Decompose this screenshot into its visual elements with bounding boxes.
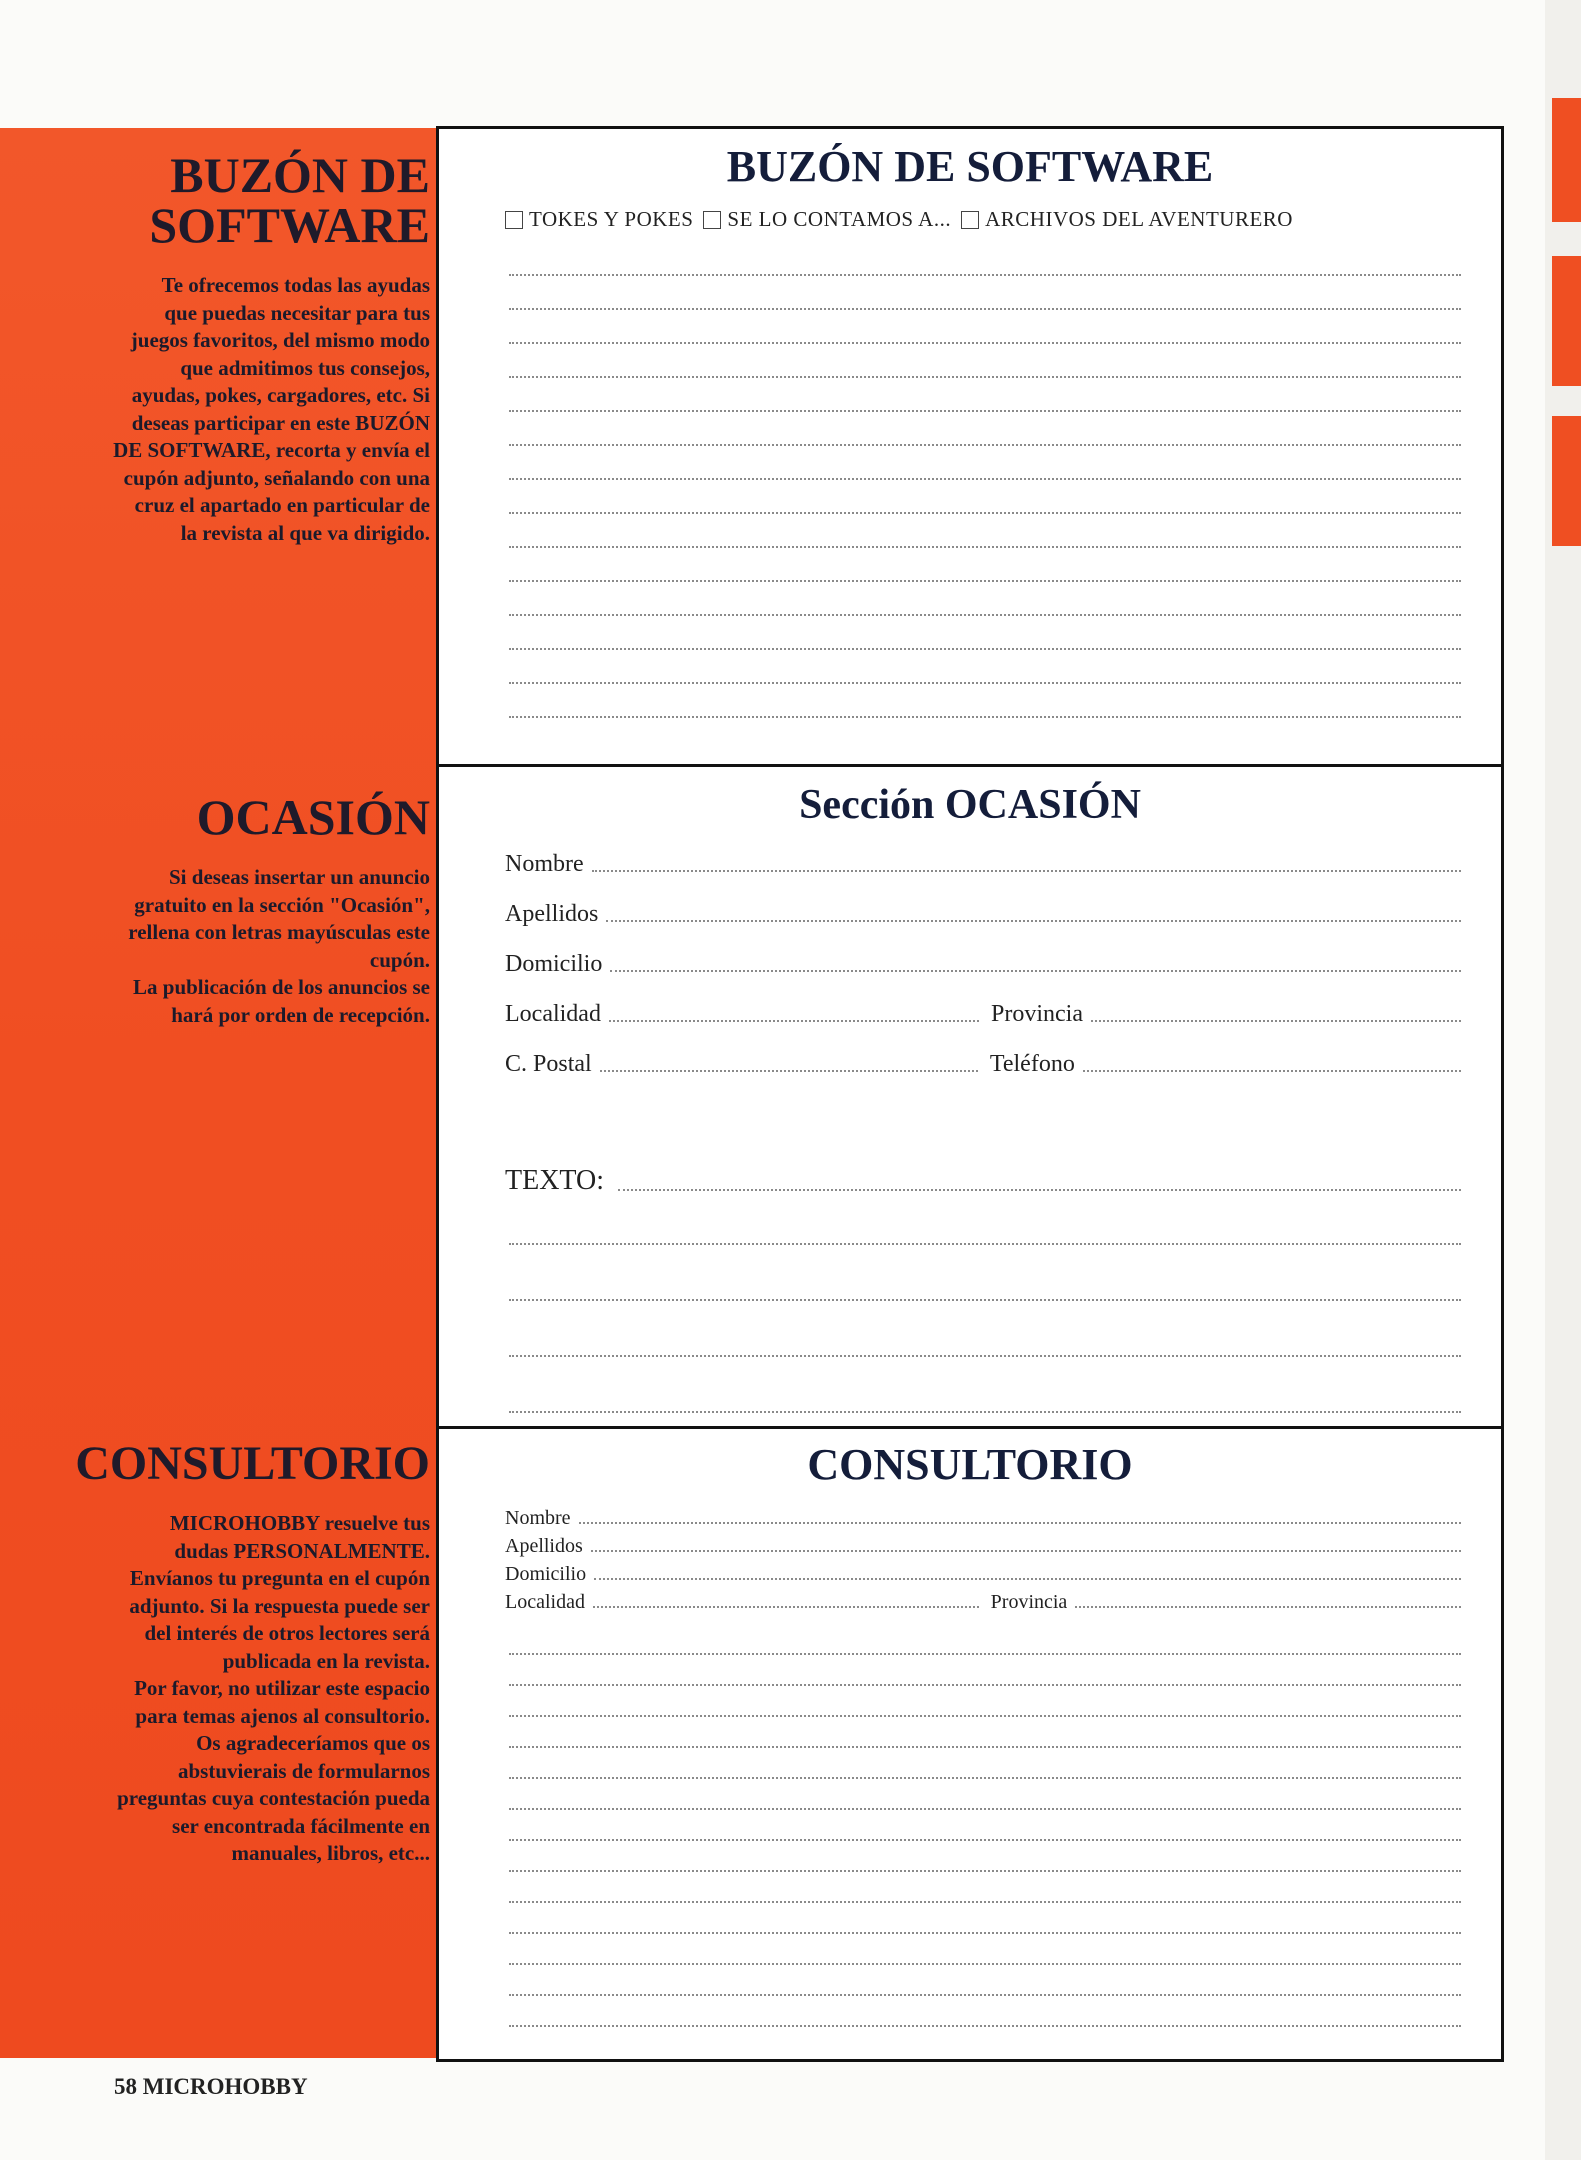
consultorio-localidad-label: Localidad: [505, 1591, 585, 1613]
consultorio-title: CONSULTORIO: [807, 1440, 1133, 1489]
sidebar-ocasion-text: Si deseas insertar un anuncio gratuito en la sección "Ocasión", rellena con letras mayúsculas este cupón. La publicación de los anuncios se hará por orden de recepción.: [128, 865, 430, 1027]
write-line[interactable]: [509, 410, 1461, 412]
ocasion-apellidos-row[interactable]: [505, 901, 1461, 928]
write-line[interactable]: [509, 2025, 1461, 2027]
consultorio-nombre-row[interactable]: [505, 1507, 1461, 1530]
page-footer: 58 MICROHOBBY: [114, 2074, 308, 2099]
write-line[interactable]: [509, 1808, 1461, 1810]
ocasion-texto-label: TEXTO:: [505, 1165, 605, 1196]
ocasion-cpostal-row[interactable]: [505, 1051, 1461, 1078]
ocasion-provincia-field[interactable]: [1091, 1020, 1461, 1022]
write-line[interactable]: [509, 512, 1461, 514]
consultorio-nombre-label: Nombre: [505, 1507, 571, 1529]
write-line[interactable]: [509, 614, 1461, 616]
consultorio-coupon: [436, 1426, 1504, 2062]
checkbox-icon[interactable]: [703, 211, 721, 229]
ocasion-domicilio-field[interactable]: [610, 970, 1461, 972]
ocasion-telefono-label: Teléfono: [989, 1051, 1075, 1077]
option-archivos-aventurero[interactable]: [961, 207, 1293, 232]
write-line[interactable]: [509, 1994, 1461, 1996]
ocasion-localidad-field[interactable]: [609, 1020, 979, 1022]
sidebar-buzon: [0, 147, 430, 547]
sidebar-buzon-title: BUZÓN DE SOFTWARE: [149, 147, 430, 253]
write-line[interactable]: [509, 1839, 1461, 1841]
write-line[interactable]: [509, 1715, 1461, 1717]
ocasion-title: Sección OCASIÓN: [799, 782, 1141, 828]
sidebar-buzon-text: Te ofrecemos todas las ayudas que puedas necesitar para tus juegos favoritos, del mismo modo que admitimos tus consejos, ayudas, pokes, cargadores, etc. Si deseas participar en este BUZÓN DE SOFTWARE, recorta y envía el cupón adjunto, señalando con una cruz el apartado en particular de la revista al que va dirigido.: [113, 273, 430, 545]
write-line[interactable]: [509, 1777, 1461, 1779]
edge-mark: [1552, 98, 1581, 222]
option-tokes-pokes[interactable]: [505, 207, 693, 232]
consultorio-apellidos-label: Apellidos: [505, 1535, 583, 1557]
write-line[interactable]: [509, 546, 1461, 548]
consultorio-nombre-field[interactable]: [579, 1522, 1461, 1524]
ocasion-telefono-field[interactable]: [1083, 1070, 1461, 1072]
consultorio-localidad-row[interactable]: [505, 1591, 1461, 1614]
buzon-coupon: [436, 126, 1504, 767]
write-line[interactable]: [509, 716, 1461, 718]
sidebar-consultorio: [0, 1437, 430, 1868]
edge-mark: [1552, 416, 1581, 546]
option-label: SE LO CONTAMOS A...: [727, 207, 952, 231]
consultorio-provincia-label: Provincia: [990, 1591, 1068, 1613]
consultorio-domicilio-label: Domicilio: [505, 1563, 587, 1585]
option-label: TOKES Y POKES: [529, 207, 694, 231]
consultorio-localidad-field[interactable]: [593, 1606, 979, 1608]
checkbox-icon[interactable]: [961, 211, 979, 229]
ocasion-domicilio-label: Domicilio: [505, 951, 603, 977]
sidebar-ocasion: [0, 789, 430, 1029]
consultorio-provincia-field[interactable]: [1075, 1606, 1461, 1608]
write-line[interactable]: [509, 1355, 1461, 1357]
ocasion-apellidos-field[interactable]: [606, 920, 1461, 922]
write-line[interactable]: [509, 342, 1461, 344]
write-line[interactable]: [509, 1901, 1461, 1903]
consultorio-apellidos-field[interactable]: [591, 1550, 1461, 1552]
ocasion-nombre-label: Nombre: [505, 851, 584, 877]
write-line[interactable]: [509, 1746, 1461, 1748]
ocasion-texto-row[interactable]: [505, 1165, 1461, 1197]
consultorio-apellidos-row[interactable]: [505, 1535, 1461, 1558]
ocasion-cpostal-field[interactable]: [600, 1070, 978, 1072]
write-line[interactable]: [509, 274, 1461, 276]
sidebar-consultorio-title: CONSULTORIO: [75, 1437, 430, 1490]
write-line[interactable]: [509, 1299, 1461, 1301]
consultorio-domicilio-row[interactable]: [505, 1563, 1461, 1586]
ocasion-texto-field[interactable]: [618, 1189, 1461, 1191]
write-line[interactable]: [509, 308, 1461, 310]
write-line[interactable]: [509, 682, 1461, 684]
ocasion-localidad-label: Localidad: [505, 1001, 601, 1027]
ocasion-apellidos-label: Apellidos: [505, 901, 599, 927]
sidebar-consultorio-text: MICROHOBBY resuelve tus dudas PERSONALMENTE. Envíanos tu pregunta en el cupón adjunto. Si la respuesta puede ser del interés de otros lectores será publicada en la revista. Por favor, no utilizar este espacio para temas ajenos al consultorio. Os agradeceríamos que os abstuvierais de formularnos preguntas cuya contestación pueda ser encontrada fácilmente en manuales, libros, etc...: [117, 1511, 430, 1865]
consultorio-domicilio-field[interactable]: [594, 1578, 1461, 1580]
write-line[interactable]: [509, 1243, 1461, 1245]
option-se-lo-contamos[interactable]: [703, 207, 951, 232]
buzon-options: [505, 207, 1293, 232]
checkbox-icon[interactable]: [505, 211, 523, 229]
write-line[interactable]: [509, 580, 1461, 582]
ocasion-localidad-row[interactable]: [505, 1001, 1461, 1028]
write-line[interactable]: [509, 444, 1461, 446]
write-line[interactable]: [509, 1653, 1461, 1655]
write-line[interactable]: [509, 376, 1461, 378]
write-line[interactable]: [509, 1684, 1461, 1686]
option-label: ARCHIVOS DEL AVENTURERO: [985, 207, 1293, 231]
write-line[interactable]: [509, 1932, 1461, 1934]
write-line[interactable]: [509, 478, 1461, 480]
edge-mark: [1552, 256, 1581, 386]
sidebar-ocasion-title: OCASIÓN: [196, 789, 430, 845]
ocasion-nombre-row[interactable]: [505, 851, 1461, 878]
ocasion-domicilio-row[interactable]: [505, 951, 1461, 978]
ocasion-coupon: [436, 764, 1504, 1429]
write-line[interactable]: [509, 1870, 1461, 1872]
ocasion-cpostal-label: C. Postal: [505, 1051, 592, 1077]
write-line[interactable]: [509, 1963, 1461, 1965]
ocasion-provincia-label: Provincia: [990, 1001, 1083, 1027]
ocasion-nombre-field[interactable]: [592, 870, 1461, 872]
write-line[interactable]: [509, 1411, 1461, 1413]
buzon-title: BUZÓN DE SOFTWARE: [726, 142, 1214, 191]
write-line[interactable]: [509, 648, 1461, 650]
